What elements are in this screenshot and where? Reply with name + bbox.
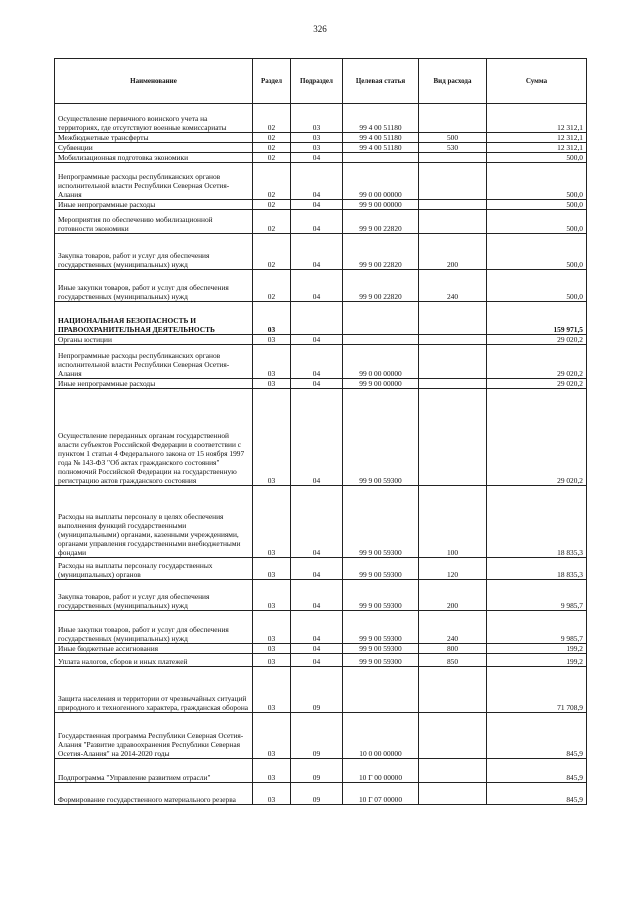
row-expense-type: [419, 713, 487, 759]
row-name: Мероприятия по обеспечению мобилизационной готовности экономики: [55, 210, 253, 234]
row-name: Защита населения и территории от чрезвычайных ситуаций природного и техногенного характера, гражданская оборона: [55, 667, 253, 713]
row-subsection: 09: [291, 783, 343, 805]
header-name: Наименование: [55, 59, 253, 104]
table-row: [55, 667, 587, 713]
row-name: Межбюджетные трансферты: [55, 133, 253, 143]
row-expense-type: [419, 163, 487, 200]
row-target: 10 0 00 00000: [343, 713, 419, 759]
row-section: 03: [253, 335, 291, 345]
table-row: [55, 153, 587, 163]
row-name: Иные бюджетные ассигнования: [55, 644, 253, 654]
row-subsection: 04: [291, 611, 343, 644]
row-subsection: 04: [291, 558, 343, 580]
row-section: 03: [253, 611, 291, 644]
row-subsection: 04: [291, 153, 343, 163]
row-sum: 500,0: [487, 200, 587, 210]
table-row: [55, 389, 587, 486]
row-sum: 500,0: [487, 270, 587, 302]
row-section: 02: [253, 200, 291, 210]
table-row: [55, 580, 587, 611]
row-name: Формирование государственного материального резерва: [55, 783, 253, 805]
row-target: 99 9 00 59300: [343, 644, 419, 654]
table-row: [55, 302, 587, 335]
table-row: [55, 654, 587, 667]
row-target: 99 9 00 59300: [343, 486, 419, 558]
row-target: 10 Г 00 00000: [343, 759, 419, 783]
row-section: 02: [253, 163, 291, 200]
row-target: 99 4 00 51180: [343, 104, 419, 133]
row-sum: 18 835,3: [487, 486, 587, 558]
row-name: Уплата налогов, сборов и иных платежей: [55, 654, 253, 667]
row-expense-type: [419, 302, 487, 335]
table-row: [55, 133, 587, 143]
row-sum: 500,0: [487, 210, 587, 234]
row-subsection: 04: [291, 210, 343, 234]
row-expense-type: 240: [419, 611, 487, 644]
row-target: 99 9 00 00000: [343, 379, 419, 389]
row-name: Осуществление переданных органам государственной власти субъектов Российской Федерации в соответствии с пунктом 1 статьи 4 Федерального закона от 15 ноября 1997 года № 143-ФЗ "Об актах гражданского состояния" полномочий Российской Федерации на государственную регистрацию актов гражданского состояния: [55, 389, 253, 486]
row-section: 02: [253, 234, 291, 270]
row-target: 99 9 00 22820: [343, 210, 419, 234]
row-sum: 29 020,2: [487, 335, 587, 345]
table-row: [55, 345, 587, 379]
row-name: Иные непрограммные расходы: [55, 379, 253, 389]
table-row: [55, 200, 587, 210]
row-target: [343, 153, 419, 163]
row-section: 03: [253, 667, 291, 713]
row-name: Закупка товаров, работ и услуг для обеспечения государственных (муниципальных) нужд: [55, 234, 253, 270]
row-subsection: [291, 302, 343, 335]
table-row: [55, 104, 587, 133]
row-subsection: 04: [291, 270, 343, 302]
budget-table: [54, 58, 587, 805]
row-expense-type: [419, 200, 487, 210]
row-expense-type: [419, 210, 487, 234]
table-header-row: [55, 59, 587, 104]
row-sum: 29 020,2: [487, 345, 587, 379]
row-sum: 12 312,1: [487, 143, 587, 153]
row-expense-type: [419, 345, 487, 379]
row-target: 99 9 00 59300: [343, 558, 419, 580]
row-subsection: 04: [291, 163, 343, 200]
row-target: 99 9 00 22820: [343, 270, 419, 302]
header-section: Раздел: [253, 59, 291, 104]
row-subsection: 04: [291, 644, 343, 654]
row-expense-type: [419, 759, 487, 783]
row-sum: 199,2: [487, 644, 587, 654]
row-subsection: 04: [291, 379, 343, 389]
row-name: Мобилизационная подготовка экономики: [55, 153, 253, 163]
row-name: Подпрограмма "Управление развитием отрасли": [55, 759, 253, 783]
table-row: [55, 379, 587, 389]
table-row: [55, 234, 587, 270]
row-section: 02: [253, 143, 291, 153]
row-section: 02: [253, 210, 291, 234]
row-name: Государственная программа Республики Северная Осетия-Алания "Развитие здравоохранения Республики Северная Осетия-Алания" на 2014-2020 годы: [55, 713, 253, 759]
row-target: 99 9 00 59300: [343, 580, 419, 611]
row-target: 99 4 00 51180: [343, 143, 419, 153]
row-expense-type: 800: [419, 644, 487, 654]
row-sum: 18 835,3: [487, 558, 587, 580]
row-sum: 845,9: [487, 759, 587, 783]
row-section: 03: [253, 713, 291, 759]
row-sum: 9 985,7: [487, 580, 587, 611]
row-subsection: 04: [291, 654, 343, 667]
table-row: [55, 270, 587, 302]
row-name: Органы юстиции: [55, 335, 253, 345]
header-target: Целевая статья: [343, 59, 419, 104]
row-target: [343, 667, 419, 713]
row-target: 99 9 00 59300: [343, 654, 419, 667]
row-subsection: 04: [291, 200, 343, 210]
row-target: 99 9 00 59300: [343, 611, 419, 644]
table-row: [55, 611, 587, 644]
row-expense-type: [419, 389, 487, 486]
table-row: [55, 713, 587, 759]
row-expense-type: 120: [419, 558, 487, 580]
row-name: Иные непрограммные расходы: [55, 200, 253, 210]
row-subsection: 04: [291, 580, 343, 611]
row-sum: 199,2: [487, 654, 587, 667]
row-subsection: 09: [291, 713, 343, 759]
row-expense-type: 530: [419, 143, 487, 153]
row-sum: 12 312,1: [487, 133, 587, 143]
row-subsection: 03: [291, 133, 343, 143]
table-row: [55, 143, 587, 153]
row-target: 99 0 00 00000: [343, 345, 419, 379]
row-name: Субвенции: [55, 143, 253, 153]
row-name: Иные закупки товаров, работ и услуг для обеспечения государственных (муниципальных) нужд: [55, 611, 253, 644]
table-row: [55, 644, 587, 654]
table-row: [55, 163, 587, 200]
row-name: Непрограммные расходы республиканских органов исполнительной власти Республики Северная Осетия-Алания: [55, 345, 253, 379]
row-target: 99 0 00 00000: [343, 163, 419, 200]
row-name: Иные закупки товаров, работ и услуг для обеспечения государственных (муниципальных) нужд: [55, 270, 253, 302]
row-subsection: 04: [291, 486, 343, 558]
row-section: 03: [253, 486, 291, 558]
row-section: 03: [253, 302, 291, 335]
row-section: 03: [253, 644, 291, 654]
row-section: 03: [253, 345, 291, 379]
row-sum: 845,9: [487, 713, 587, 759]
row-section: 02: [253, 133, 291, 143]
row-target: 99 9 00 00000: [343, 200, 419, 210]
row-target: 99 4 00 51180: [343, 133, 419, 143]
row-target: 99 9 00 59300: [343, 389, 419, 486]
row-sum: 71 708,9: [487, 667, 587, 713]
row-subsection: 04: [291, 345, 343, 379]
row-name: Закупка товаров, работ и услуг для обеспечения государственных (муниципальных) нужд: [55, 580, 253, 611]
row-sum: 12 312,1: [487, 104, 587, 133]
row-expense-type: 240: [419, 270, 487, 302]
row-name: Непрограммные расходы республиканских органов исполнительной власти Республики Северная Осетия-Алания: [55, 163, 253, 200]
row-sum: 29 020,2: [487, 389, 587, 486]
row-expense-type: [419, 783, 487, 805]
row-sum: 29 020,2: [487, 379, 587, 389]
row-expense-type: 200: [419, 580, 487, 611]
row-target: [343, 302, 419, 335]
row-expense-type: [419, 104, 487, 133]
row-name: Осуществление первичного воинского учета на территориях, где отсутствуют военные комиссариаты: [55, 104, 253, 133]
row-sum: 159 971,5: [487, 302, 587, 335]
header-subsection: Подраздел: [291, 59, 343, 104]
table-row: [55, 335, 587, 345]
row-sum: 9 985,7: [487, 611, 587, 644]
table-row: [55, 783, 587, 805]
row-expense-type: [419, 667, 487, 713]
row-expense-type: 200: [419, 234, 487, 270]
row-sum: 500,0: [487, 153, 587, 163]
table-row: [55, 210, 587, 234]
row-expense-type: [419, 379, 487, 389]
row-subsection: 03: [291, 143, 343, 153]
row-name: Расходы на выплаты персоналу в целях обеспечения выполнения функций государственными (муниципальными) органами, казенными учреждениями, органами управления государственными внебюджетными фондами: [55, 486, 253, 558]
row-section: 02: [253, 270, 291, 302]
page-number: 326: [313, 24, 327, 34]
row-subsection: 03: [291, 104, 343, 133]
row-expense-type: 850: [419, 654, 487, 667]
row-subsection: 04: [291, 389, 343, 486]
row-section: 03: [253, 759, 291, 783]
row-expense-type: 500: [419, 133, 487, 143]
row-target: 10 Г 07 00000: [343, 783, 419, 805]
row-expense-type: 100: [419, 486, 487, 558]
table-row: [55, 558, 587, 580]
row-target: [343, 335, 419, 345]
row-subsection: 04: [291, 335, 343, 345]
row-name: НАЦИОНАЛЬНАЯ БЕЗОПАСНОСТЬ И ПРАВООХРАНИТЕЛЬНАЯ ДЕЯТЕЛЬНОСТЬ: [55, 302, 253, 335]
row-section: 03: [253, 580, 291, 611]
row-sum: 500,0: [487, 163, 587, 200]
row-name: Расходы на выплаты персоналу государственных (муниципальных) органов: [55, 558, 253, 580]
row-expense-type: [419, 335, 487, 345]
row-section: 03: [253, 389, 291, 486]
table-row: [55, 486, 587, 558]
row-sum: 500,0: [487, 234, 587, 270]
row-subsection: 09: [291, 759, 343, 783]
row-subsection: 09: [291, 667, 343, 713]
row-expense-type: [419, 153, 487, 163]
row-section: 03: [253, 783, 291, 805]
row-section: 03: [253, 654, 291, 667]
row-section: 02: [253, 153, 291, 163]
table-row: [55, 759, 587, 783]
row-section: 02: [253, 104, 291, 133]
row-section: 03: [253, 379, 291, 389]
header-sum: Сумма: [487, 59, 587, 104]
row-subsection: 04: [291, 234, 343, 270]
row-target: 99 9 00 22820: [343, 234, 419, 270]
row-section: 03: [253, 558, 291, 580]
header-expense-type: Вид расхода: [419, 59, 487, 104]
row-sum: 845,9: [487, 783, 587, 805]
